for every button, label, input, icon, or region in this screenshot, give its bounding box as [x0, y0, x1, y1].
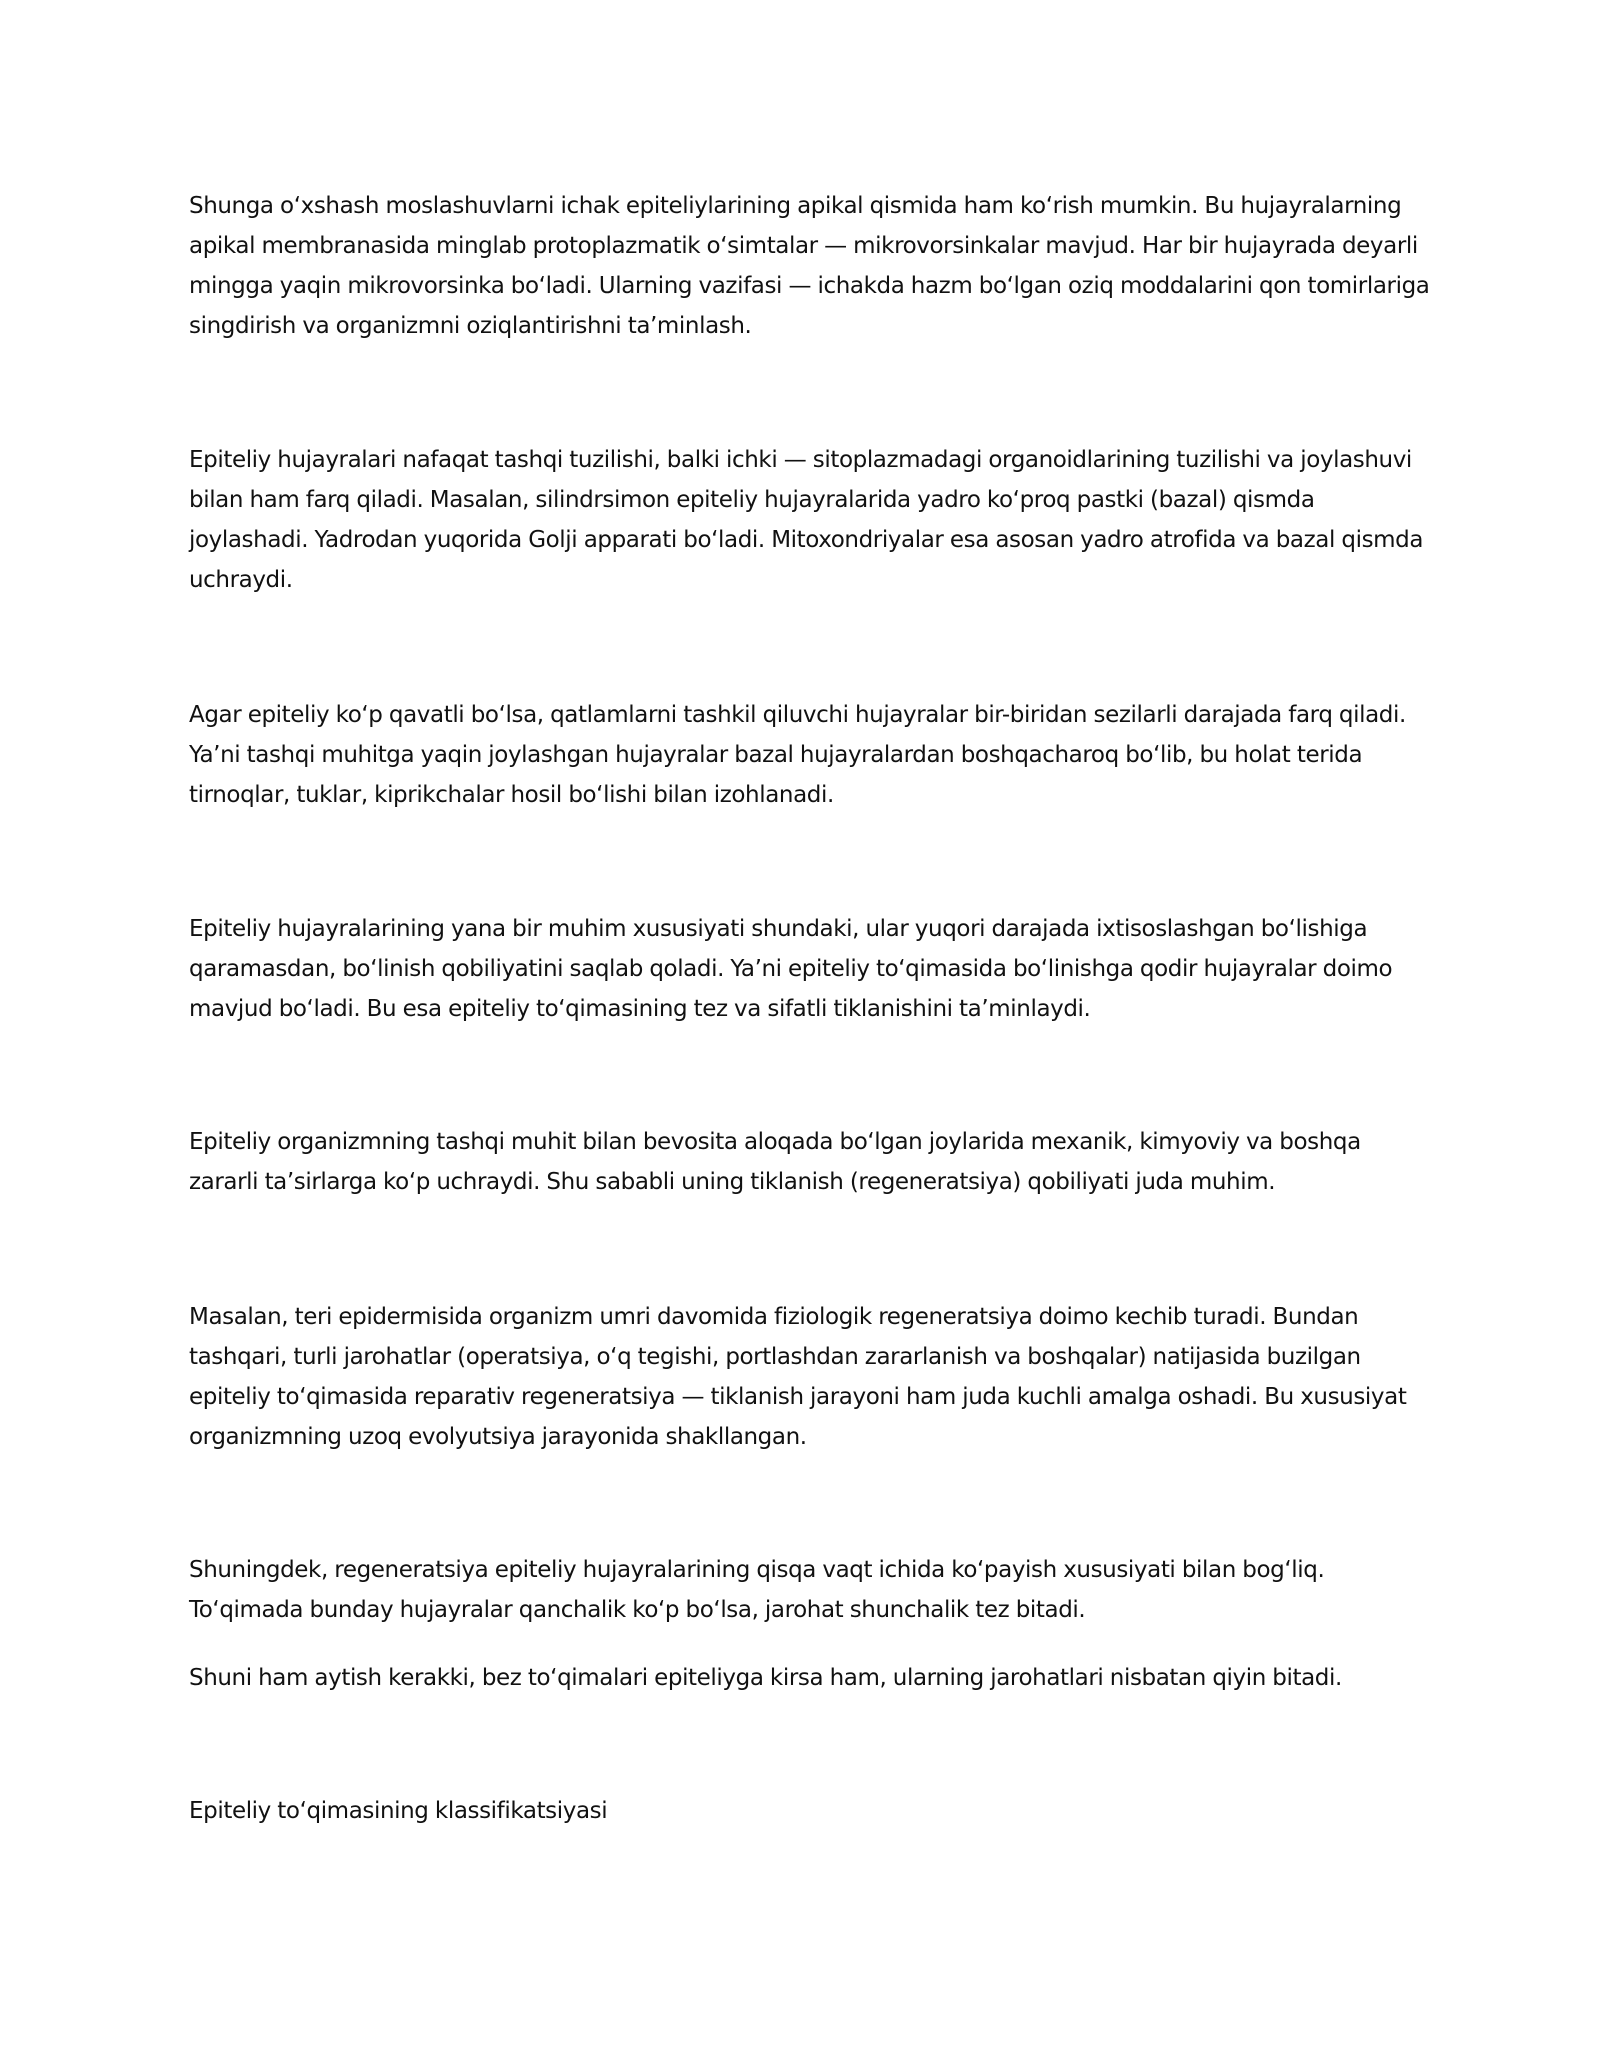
paragraph: Epiteliy hujayralari nafaqat tashqi tuzilishi, balki ichki — sitoplazmadagi organoidlarining tuzilishi va joylashuvi bilan ham farq qiladi. Masalan, silindrsimon epiteliy hujayralarida yadro ko‘proq pastki (bazal) qismda joylashadi. Yadrodan yuqorida Golji apparati bo‘ladi. Mitoxondriyalar esa asosan yadro atrofida va bazal qismda uchraydi.	[189, 447, 1424, 593]
paragraph: Shunga o‘xshash moslashuvlarni ichak epiteliylarining apikal qismida ham ko‘rish mumkin. Bu hujayralarning apikal membranasida minglab protoplazmatik o‘simtalar — mikrovorsinkalar mavjud. Har bir hujayrada deyarli mingga yaqin mikrovorsinka bo‘ladi. Ularning vazifasi — ichakda hazm bo‘lgan oziq moddalarini qon tomirlariga singdirish va organizmni oziqlantirishni ta’minlash.	[189, 193, 1430, 339]
paragraph: Shuningdek, regeneratsiya epiteliy hujayralarining qisqa vaqt ichida ko‘payish xususiyati bilan bog‘liq. To‘qimada bunday hujayralar qanchalik ko‘p bo‘lsa, jarohat shunchalik tez bitadi.	[189, 1557, 1325, 1623]
paragraph: Masalan, teri epidermisida organizm umri davomida fiziologik regeneratsiya doimo kechib turadi. Bundan tashqari, turli jarohatlar (operatsiya, o‘q tegishi, portlashdan zararlanish va boshqalar) natijasida buzilgan epiteliy to‘qimasida reparativ regeneratsiya — tiklanish jarayoni ham juda kuchli amalga oshadi. Bu xususiyat organizmning uzoq evolyutsiya jarayonida shakllangan.	[189, 1304, 1407, 1450]
paragraph: Shuni ham aytish kerakki, bez to‘qimalari epiteliyga kirsa ham, ularning jarohatlari nisbatan qiyin bitadi.	[189, 1665, 1342, 1691]
paragraph: Epiteliy organizmning tashqi muhit bilan bevosita aloqada bo‘lgan joylarida mexanik, kimyoviy va boshqa zararli ta’sirlarga ko‘p uchraydi. Shu sababli uning tiklanish (regeneratsiya) qobiliyati juda muhim.	[189, 1129, 1361, 1195]
section-heading: Epiteliy to‘qimasining klassifikatsiyasi	[189, 1798, 608, 1824]
paragraph: Agar epiteliy ko‘p qavatli bo‘lsa, qatlamlarni tashkil qiluvchi hujayralar bir-biridan sezilarli darajada farq qiladi. Ya’ni tashqi muhitga yaqin joylashgan hujayralar bazal hujayralardan boshqacharoq bo‘lib, bu holat terida tirnoqlar, tuklar, kiprikchalar hosil bo‘lishi bilan izohlanadi.	[189, 702, 1406, 808]
paragraph: Epiteliy hujayralarining yana bir muhim xususiyati shundaki, ular yuqori darajada ixtisoslashgan bo‘lishiga qaramasdan, bo‘linish qobiliyatini saqlab qoladi. Ya’ni epiteliy to‘qimasida bo‘linishga qodir hujayralar doimo mavjud bo‘ladi. Bu esa epiteliy to‘qimasining tez va sifatli tiklanishini ta’minlaydi.	[189, 916, 1393, 1022]
